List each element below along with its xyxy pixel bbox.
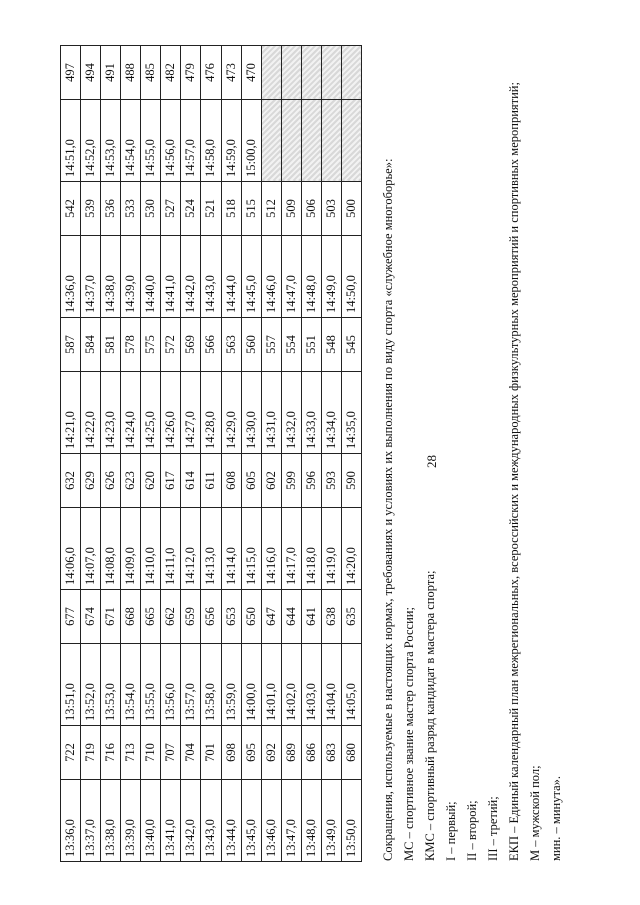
points-cell: 503 — [321, 182, 341, 236]
time-cell: 13:43,0 — [201, 780, 221, 862]
points-cell: 533 — [121, 182, 141, 236]
time-cell: 14:43,0 — [201, 236, 221, 318]
points-cell: 518 — [221, 182, 241, 236]
note-ms: МС – спортивное звание мастер спорта России; — [402, 607, 416, 861]
time-cell: 14:36,0 — [61, 236, 81, 318]
points-cell: 473 — [221, 46, 241, 100]
points-cell: 470 — [241, 46, 261, 100]
points-cell: 542 — [61, 182, 81, 236]
time-cell: 14:55,0 — [141, 100, 161, 182]
points-cell: 551 — [301, 318, 321, 372]
points-cell: 605 — [241, 454, 261, 508]
points-cell: 617 — [161, 454, 181, 508]
time-cell: 13:48,0 — [301, 780, 321, 862]
time-cell — [301, 100, 321, 182]
time-cell: 14:47,0 — [281, 236, 301, 318]
notes-intro: Сокращения, используемые в настоящих нормах, требованиях и условиях их выполнения по виду спорта «служебное многоборье»: — [381, 158, 395, 861]
table-row — [161, 46, 181, 862]
page-number: 28 — [424, 455, 439, 468]
time-cell: 13:51,0 — [61, 644, 81, 726]
points-cell: 590 — [341, 454, 361, 508]
points-cell: 707 — [161, 726, 181, 780]
time-cell: 13:42,0 — [181, 780, 201, 862]
time-cell: 14:01,0 — [261, 644, 281, 726]
time-cell: 14:15,0 — [241, 508, 261, 590]
time-cell: 13:59,0 — [221, 644, 241, 726]
table-row — [261, 46, 281, 862]
time-cell: 14:08,0 — [101, 508, 121, 590]
points-cell: 719 — [81, 726, 101, 780]
points-cell: 665 — [141, 590, 161, 644]
points-cell: 539 — [81, 182, 101, 236]
time-cell: 14:13,0 — [201, 508, 221, 590]
time-cell: 14:39,0 — [121, 236, 141, 318]
time-cell: 13:58,0 — [201, 644, 221, 726]
time-cell: 15:00,0 — [241, 100, 261, 182]
points-cell: 611 — [201, 454, 221, 508]
points-cell: 689 — [281, 726, 301, 780]
points-cell: 515 — [241, 182, 261, 236]
points-cell: 593 — [321, 454, 341, 508]
points-cell: 698 — [221, 726, 241, 780]
points-cell: 671 — [101, 590, 121, 644]
time-cell: 14:31,0 — [261, 372, 281, 454]
time-cell: 13:44,0 — [221, 780, 241, 862]
time-cell: 14:07,0 — [81, 508, 101, 590]
points-cell: 632 — [61, 454, 81, 508]
points-cell: 635 — [341, 590, 361, 644]
time-cell: 13:39,0 — [121, 780, 141, 862]
points-cell: 620 — [141, 454, 161, 508]
points-cell: 716 — [101, 726, 121, 780]
points-cell: 584 — [81, 318, 101, 372]
time-cell: 14:14,0 — [221, 508, 241, 590]
time-cell: 14:22,0 — [81, 372, 101, 454]
table-row — [81, 46, 101, 862]
time-cell: 14:45,0 — [241, 236, 261, 318]
table-row — [61, 46, 81, 862]
score-table-body — [61, 46, 362, 862]
time-cell: 13:45,0 — [241, 780, 261, 862]
table-row — [241, 46, 261, 862]
points-cell: 650 — [241, 590, 261, 644]
points-cell: 563 — [221, 318, 241, 372]
points-cell: 482 — [161, 46, 181, 100]
points-cell: 695 — [241, 726, 261, 780]
points-cell: 644 — [281, 590, 301, 644]
points-cell: 692 — [261, 726, 281, 780]
time-cell: 14:46,0 — [261, 236, 281, 318]
time-cell: 14:11,0 — [161, 508, 181, 590]
time-cell: 13:37,0 — [81, 780, 101, 862]
time-cell: 14:24,0 — [121, 372, 141, 454]
time-cell: 14:10,0 — [141, 508, 161, 590]
note-minute: мин. – минута». — [549, 776, 563, 861]
points-cell: 587 — [61, 318, 81, 372]
table-row — [141, 46, 161, 862]
points-cell: 572 — [161, 318, 181, 372]
points-cell: 629 — [81, 454, 101, 508]
points-cell: 566 — [201, 318, 221, 372]
points-cell: 710 — [141, 726, 161, 780]
points-cell: 485 — [141, 46, 161, 100]
points-cell: 524 — [181, 182, 201, 236]
time-cell: 14:18,0 — [301, 508, 321, 590]
points-cell: 575 — [141, 318, 161, 372]
time-cell — [281, 100, 301, 182]
points-cell: 596 — [301, 454, 321, 508]
points-cell: 701 — [201, 726, 221, 780]
note-second: II – второй; — [465, 800, 479, 861]
time-cell: 13:52,0 — [81, 644, 101, 726]
points-cell — [301, 46, 321, 100]
points-cell — [321, 46, 341, 100]
points-cell — [261, 46, 281, 100]
time-cell: 14:30,0 — [241, 372, 261, 454]
table-row — [201, 46, 221, 862]
time-cell: 14:53,0 — [101, 100, 121, 182]
time-cell: 14:09,0 — [121, 508, 141, 590]
points-cell: 569 — [181, 318, 201, 372]
points-cell: 638 — [321, 590, 341, 644]
time-cell: 14:26,0 — [161, 372, 181, 454]
time-cell: 14:19,0 — [321, 508, 341, 590]
table-row — [121, 46, 141, 862]
table-row — [221, 46, 241, 862]
note-third: III – третий; — [486, 796, 500, 861]
time-cell: 14:34,0 — [321, 372, 341, 454]
time-cell: 13:46,0 — [261, 780, 281, 862]
time-cell: 14:17,0 — [281, 508, 301, 590]
points-cell: 491 — [101, 46, 121, 100]
points-cell: 545 — [341, 318, 361, 372]
points-cell: 674 — [81, 590, 101, 644]
time-cell: 13:38,0 — [101, 780, 121, 862]
time-cell: 14:54,0 — [121, 100, 141, 182]
time-cell: 13:54,0 — [121, 644, 141, 726]
time-cell: 14:50,0 — [341, 236, 361, 318]
points-cell: 704 — [181, 726, 201, 780]
time-cell: 14:05,0 — [341, 644, 361, 726]
points-cell: 476 — [201, 46, 221, 100]
points-cell: 659 — [181, 590, 201, 644]
time-cell: 14:20,0 — [341, 508, 361, 590]
note-ekp: ЕКП – Единый календарный план межрегиональных, всероссийских и международных физкультурных мероприятий и спортивных мероприятий; — [507, 82, 521, 861]
points-cell: 512 — [261, 182, 281, 236]
score-table — [60, 45, 362, 862]
time-cell: 14:25,0 — [141, 372, 161, 454]
points-cell: 497 — [61, 46, 81, 100]
table-row — [281, 46, 301, 862]
points-cell: 722 — [61, 726, 81, 780]
points-cell: 530 — [141, 182, 161, 236]
time-cell: 14:27,0 — [181, 372, 201, 454]
time-cell: 14:35,0 — [341, 372, 361, 454]
time-cell: 14:44,0 — [221, 236, 241, 318]
note-first: I – первый; — [444, 801, 458, 861]
time-cell: 14:52,0 — [81, 100, 101, 182]
time-cell: 14:29,0 — [221, 372, 241, 454]
time-cell: 13:55,0 — [141, 644, 161, 726]
table-row — [321, 46, 341, 862]
time-cell — [261, 100, 281, 182]
points-cell: 578 — [121, 318, 141, 372]
points-cell: 686 — [301, 726, 321, 780]
table-row — [341, 46, 361, 862]
points-cell: 536 — [101, 182, 121, 236]
time-cell: 14:02,0 — [281, 644, 301, 726]
time-cell: 13:49,0 — [321, 780, 341, 862]
time-cell: 14:56,0 — [161, 100, 181, 182]
points-cell: 677 — [61, 590, 81, 644]
time-cell: 14:33,0 — [301, 372, 321, 454]
points-cell: 608 — [221, 454, 241, 508]
points-cell: 680 — [341, 726, 361, 780]
points-cell: 653 — [221, 590, 241, 644]
points-cell: 479 — [181, 46, 201, 100]
time-cell: 14:51,0 — [61, 100, 81, 182]
time-cell: 14:40,0 — [141, 236, 161, 318]
points-cell: 602 — [261, 454, 281, 508]
points-cell: 506 — [301, 182, 321, 236]
time-cell: 13:36,0 — [61, 780, 81, 862]
points-cell: 527 — [161, 182, 181, 236]
time-cell: 13:40,0 — [141, 780, 161, 862]
time-cell: 14:42,0 — [181, 236, 201, 318]
time-cell: 14:03,0 — [301, 644, 321, 726]
points-cell: 626 — [101, 454, 121, 508]
points-cell: 557 — [261, 318, 281, 372]
points-cell: 662 — [161, 590, 181, 644]
abbreviations-notes — [378, 41, 567, 861]
points-cell — [281, 46, 301, 100]
points-cell: 488 — [121, 46, 141, 100]
time-cell: 14:00,0 — [241, 644, 261, 726]
time-cell: 14:32,0 — [281, 372, 301, 454]
note-male: М – мужской пол; — [528, 765, 542, 861]
time-cell: 14:21,0 — [61, 372, 81, 454]
points-cell: 668 — [121, 590, 141, 644]
points-cell: 614 — [181, 454, 201, 508]
time-cell: 14:49,0 — [321, 236, 341, 318]
table-row — [181, 46, 201, 862]
time-cell: 14:48,0 — [301, 236, 321, 318]
points-cell — [341, 46, 361, 100]
time-cell: 14:57,0 — [181, 100, 201, 182]
time-cell: 13:41,0 — [161, 780, 181, 862]
time-cell: 14:04,0 — [321, 644, 341, 726]
time-cell: 14:41,0 — [161, 236, 181, 318]
points-cell: 683 — [321, 726, 341, 780]
time-cell: 13:53,0 — [101, 644, 121, 726]
points-cell: 656 — [201, 590, 221, 644]
points-cell: 560 — [241, 318, 261, 372]
points-cell: 548 — [321, 318, 341, 372]
time-cell: 13:47,0 — [281, 780, 301, 862]
time-cell: 14:58,0 — [201, 100, 221, 182]
time-cell: 14:59,0 — [221, 100, 241, 182]
time-cell: 14:06,0 — [61, 508, 81, 590]
time-cell: 14:23,0 — [101, 372, 121, 454]
time-cell: 14:28,0 — [201, 372, 221, 454]
points-cell: 713 — [121, 726, 141, 780]
time-cell — [341, 100, 361, 182]
time-cell — [321, 100, 341, 182]
points-cell: 500 — [341, 182, 361, 236]
time-cell: 14:37,0 — [81, 236, 101, 318]
time-cell: 13:57,0 — [181, 644, 201, 726]
note-kms: КМС – спортивный разряд кандидат в мастера спорта; — [423, 570, 437, 861]
points-cell: 521 — [201, 182, 221, 236]
time-cell: 13:50,0 — [341, 780, 361, 862]
points-cell: 554 — [281, 318, 301, 372]
points-cell: 494 — [81, 46, 101, 100]
table-row — [101, 46, 121, 862]
points-cell: 641 — [301, 590, 321, 644]
time-cell: 14:38,0 — [101, 236, 121, 318]
table-row — [301, 46, 321, 862]
points-cell: 623 — [121, 454, 141, 508]
time-cell: 14:12,0 — [181, 508, 201, 590]
points-cell: 599 — [281, 454, 301, 508]
points-cell: 581 — [101, 318, 121, 372]
points-cell: 509 — [281, 182, 301, 236]
points-cell: 647 — [261, 590, 281, 644]
time-cell: 13:56,0 — [161, 644, 181, 726]
time-cell: 14:16,0 — [261, 508, 281, 590]
